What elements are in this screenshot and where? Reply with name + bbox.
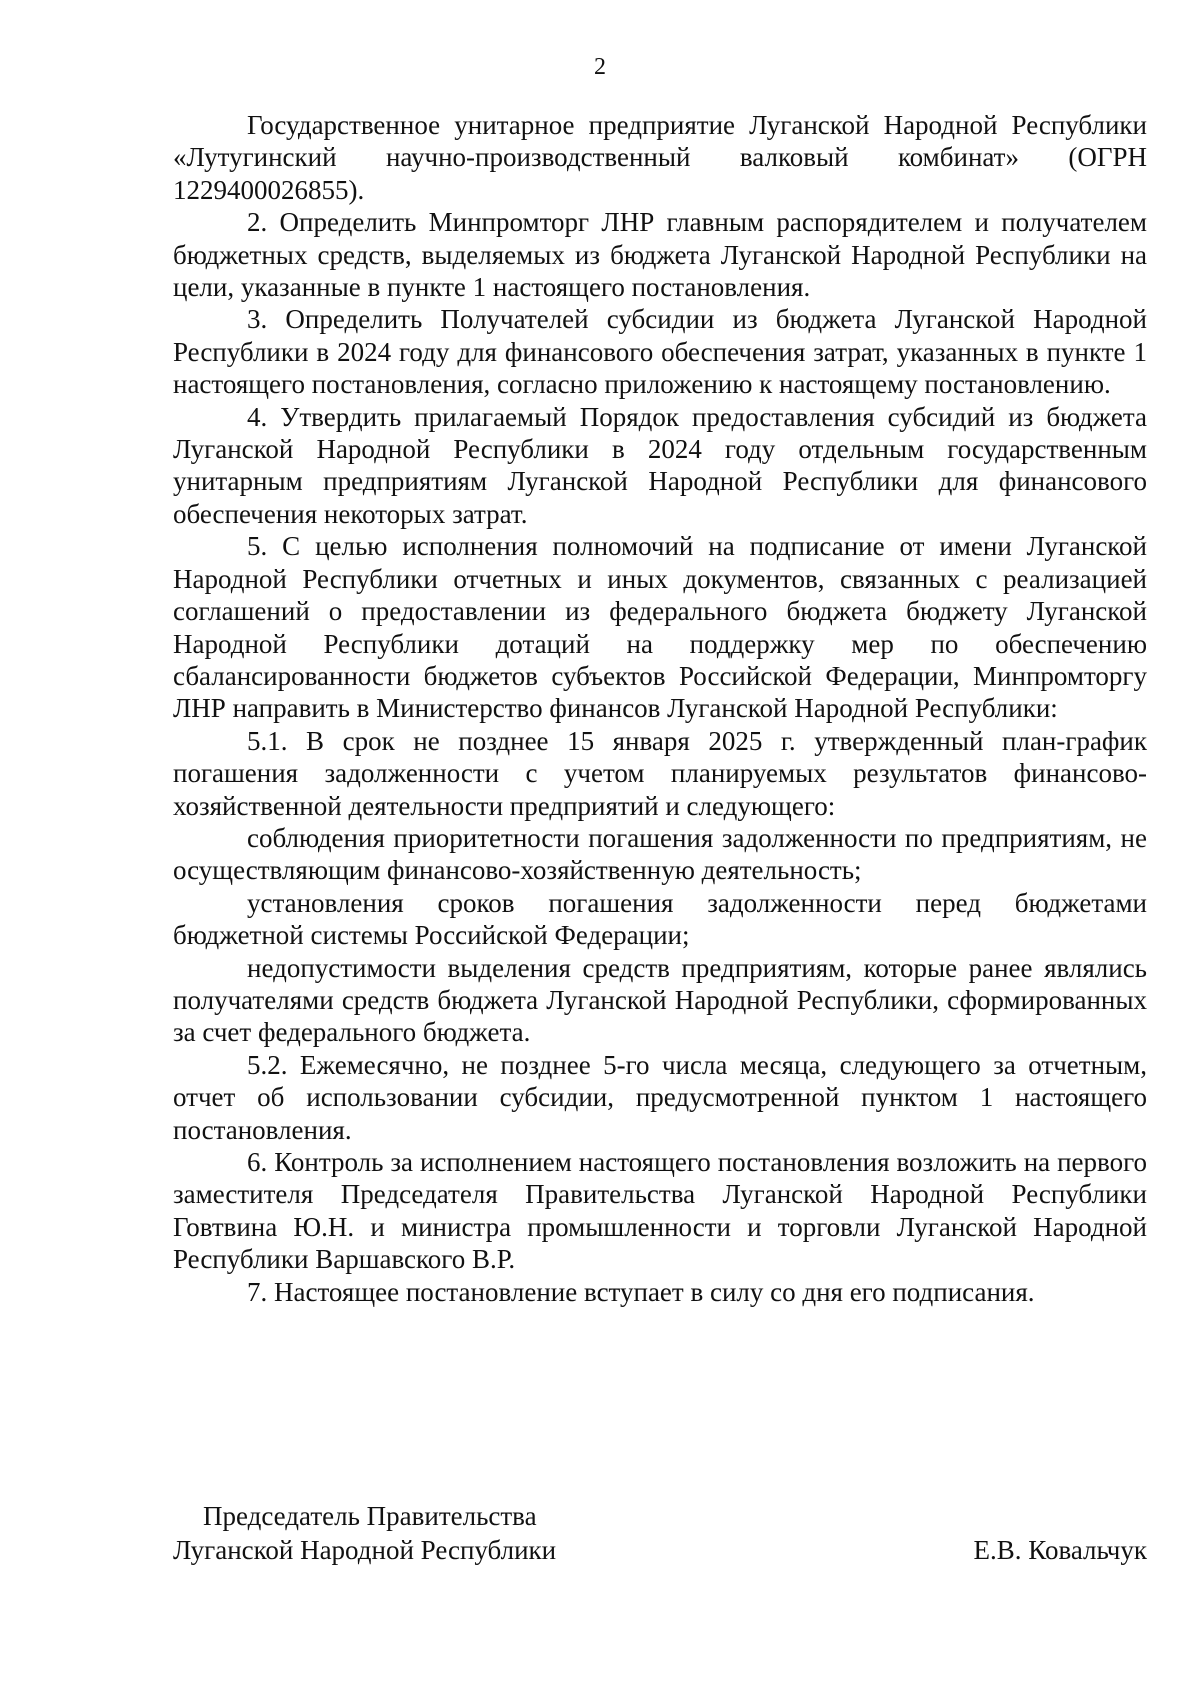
paragraph-item-6: 6. Контроль за исполнением настоящего постановления возложить на первого заместителя Председателя Правительства Луганской Народной Республики Говтвина Ю.Н. и министра промышленности и торговли Луганской Народной Республики Варшавского В.Р.	[173, 1147, 1147, 1275]
paragraph-condition-deadlines: установления сроков погашения задолженности перед бюджетами бюджетной системы Российской Федерации;	[173, 887, 1147, 951]
signatory-title-line2: Луганской Народной Республики	[173, 1535, 557, 1565]
page-number: 2	[594, 54, 606, 80]
paragraph-condition-inadmissibility: недопустимости выделения средств предприятиям, которые ранее являлись получателями средств бюджета Луганской Народной Республики, сформированных за счет федерального бюджета.	[173, 952, 1147, 1048]
document-body	[173, 109, 1147, 1308]
paragraph-condition-priority: соблюдения приоритетности погашения задолженности по предприятиям, не осуществляющим финансово-хозяйственную деятельность;	[173, 822, 1147, 886]
signatory-title-line1: Председатель Правительства	[203, 1501, 537, 1531]
paragraph-item-7: 7. Настоящее постановление вступает в силу со дня его подписания.	[247, 1276, 1035, 1307]
signatory-name: Е.В. Ковальчук	[973, 1535, 1147, 1565]
paragraph-item-5: 5. С целью исполнения полномочий на подписание от имени Луганской Народной Республики отчетных и иных документов, связанных с реализацией соглашений о предоставлении из федерального бюджета бюджету Луганской Народной Республики дотаций на поддержку мер по обеспечению сбалансированности бюджетов субъектов Российской Федерации, Минпромторгу ЛНР направить в Министерство финансов Луганской Народной Республики:	[173, 531, 1147, 724]
signature-block	[173, 1499, 1147, 1567]
paragraph-item-3: 3. Определить Получателей субсидии из бюджета Луганской Народной Республики в 2024 году для финансового обеспечения затрат, указанных в пункте 1 настоящего постановления, согласно приложению к настоящему постановлению.	[173, 304, 1147, 400]
paragraph-item-2: 2. Определить Минпромторг ЛНР главным распорядителем и получателем бюджетных средств, выделяемых из бюджета Луганской Народной Республики на цели, указанные в пункте 1 настоящего постановления.	[173, 207, 1147, 303]
paragraph-item-5-1: 5.1. В срок не позднее 15 января 2025 г. утвержденный план-график погашения задолженности с учетом планируемых результатов финансово-хозяйственной деятельности предприятий и следующего:	[173, 725, 1147, 821]
paragraph-enterprise-name: Государственное унитарное предприятие Луганской Народной Республики «Лутугинский научно-производственный валковый комбинат» (ОГРН 1229400026855).	[173, 110, 1147, 205]
paragraph-item-4: 4. Утвердить прилагаемый Порядок предоставления субсидий из бюджета Луганской Народной Республики в 2024 году отдельным государственным унитарным предприятиям Луганской Народной Республики для финансового обеспечения некоторых затрат.	[173, 401, 1147, 529]
paragraph-item-5-2: 5.2. Ежемесячно, не позднее 5-го числа месяца, следующего за отчетным, отчет об использовании субсидии, предусмотренной пунктом 1 настоящего постановления.	[173, 1049, 1147, 1145]
signature-row	[173, 1533, 1147, 1567]
